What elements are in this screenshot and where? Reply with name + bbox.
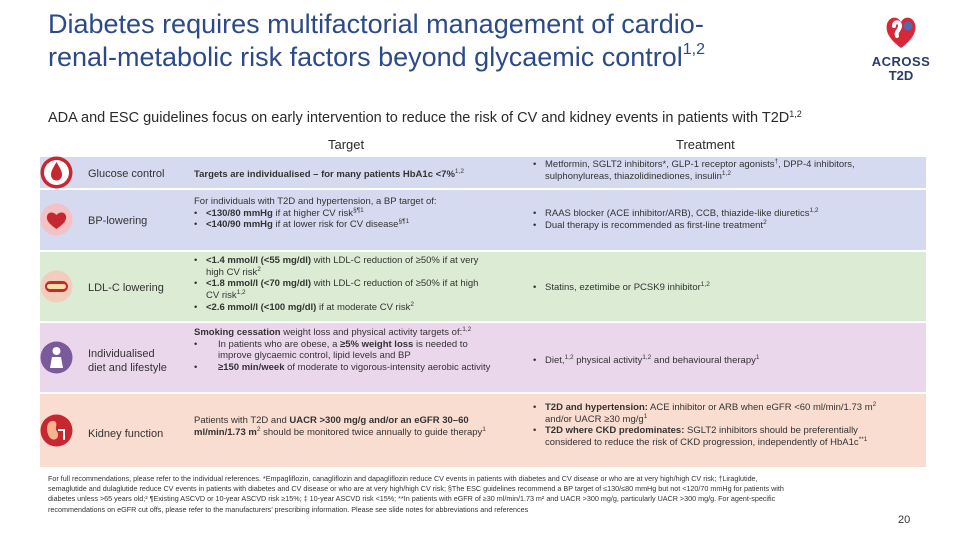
intro-reference: 1,2 (789, 109, 802, 119)
table-row (40, 190, 926, 250)
row-label: Glucose control (88, 168, 165, 180)
heart-icon (40, 203, 73, 236)
list-item: • <1.4 mmol/l (<55 mg/dl) with LDL-C reduction of ≥50% if at very high CV risk$^2$ (194, 255, 494, 278)
list-item: • <1.8 mmol/l (<70 mg/dl) with LDL-C reduction of ≥50% if at high CV risk$^{1,2}$ (194, 278, 494, 301)
slide-title (48, 8, 848, 74)
list-item: • Metformin, SGLT2 inhibitors*, GLP-1 receptor agonists†, DPP-4 inhibitors, sulphonylureas, thiazolidinediones, insulin$^{1,2}$ (533, 159, 888, 182)
target-cell: Patients with T2D and UACR >300 mg/g and/or an eGFR 30–60 ml/min/1.73 $m^2$ should be monitored twice annually to guide therapy$^1$ (194, 415, 486, 438)
intro-text: ADA and ESC guidelines focus on early intervention to reduce the risk of CV and kidney events in patients with $T2D^{1,2}$ (48, 109, 802, 126)
treatment-cell (533, 282, 888, 294)
table-row (40, 157, 926, 188)
list-item: • <140/90 mmHg if at lower risk for CV disease$^{\S\P 1}$ (194, 219, 494, 231)
target-cell: Smoking cessation weight loss and physical activity targets of:$^{1,2}$ • In patients who are obese, a ≥5% weight loss is needed to improve glycaemic control, lipid levels and BP • ≥150 min/week of moderate to vigorous-intensity aerobic activity (194, 327, 494, 374)
person-icon (40, 341, 73, 374)
treatment-cell (533, 402, 888, 449)
treatment-cell (533, 208, 888, 231)
table-row (40, 394, 926, 467)
logo-text-t2d: T2D (888, 68, 914, 83)
across-t2d-logo (862, 12, 940, 84)
list-item: • T2D where CKD predominates: SGLT2 inhibitors should be preferentially considered to reduce the risk of CKD progression, independently of $HbA1c^{**1}$ (533, 425, 888, 448)
column-header-target: Target (328, 137, 365, 152)
logo-heart-kidney-icon (884, 12, 918, 52)
footnote: For full recommendations, please refer to the individual references. *Empagliflozin, canagliflozin and dapagliflozin reduce CV events in patients with diabetes and CV disease or who are at very high/high CV risk; †Liraglutide, semaglutide and dulaglutide reduce CV events in patients with diabetes and CV disease or who are at very high/high CV risk; §The ESC guidelines recommend a BP target of ≤130/≤80 mmHg but not <120/70 mmHg for patients with diabetes unless >65 years old;² ¶Existing ASCVD or 10-year ASCVD risk ≥15%; ‡ 10-year ASCVD risk <15%; **In patients with eGFR of ≥30 ml/min/1.73 m² and UACR >300 mg/g, particularly UACR >300 mg/g. For agent-specific recommendations on eGFR cut offs, please refer to the manufacturers’ prescribing information. Please see slide notes for abbreviations and references (48, 474, 784, 514)
row-label: LDL-C lowering (88, 282, 164, 294)
list-item: • RAAS blocker (ACE inhibitor/ARB), CCB, thiazide-like diuretics$^{1,2}$ (533, 208, 888, 220)
table-row (40, 323, 926, 392)
table-row (40, 252, 926, 321)
row-label: BP-lowering (88, 215, 148, 227)
row-label: Individualised diet and lifestyle (88, 348, 167, 374)
list-item: • <2.6 mmol/l (<100 mg/dl) if at moderate CV risk$^2$ (194, 302, 494, 314)
treatment-cell (533, 355, 888, 367)
lipid-icon (40, 270, 73, 303)
target-cell (194, 255, 494, 314)
list-item: • ≥150 min/week of moderate to vigorous-intensity aerobic activity (194, 362, 494, 374)
list-item: • T2D and hypertension: ACE inhibitor or ARB when eGFR <60 ml/min/1.73 $m^2$ and/or UACR ≥30 $mg/g^1$ (533, 402, 888, 425)
page-number: 20 (898, 514, 911, 526)
column-header-treatment: Treatment (676, 137, 735, 152)
list-item: • <130/80 mmHg if at higher CV risk$^{\S\P 1}$ (194, 208, 494, 220)
treatment-cell (533, 159, 888, 182)
logo-text-across: ACROSS (871, 54, 931, 69)
list-item: • Statins, ezetimibe or PCSK9 inhibitor$^{1,2}$ (533, 282, 888, 294)
title-line-2: renal-metabolic risk factors beyond glycaemic control (48, 42, 683, 72)
list-item: • Diet,$^{1,2}$ physical activity$^{1,2}$ and behavioural therapy$^1$ (533, 355, 888, 367)
target-cell: For individuals with T2D and hypertension, a BP target of: • <130/80 mmHg if at higher CV risk$^{\S\P 1}$ • <140/90 mmHg if at lower risk for CV disease$^{\S\P 1}$ (194, 196, 494, 231)
list-item: • Dual therapy is recommended as first-line treatment$^2$ (533, 220, 888, 232)
title-line-1: Diabetes requires multifactorial management of cardio- (48, 9, 704, 39)
blood-drop-icon (40, 156, 73, 189)
kidney-icon (40, 414, 73, 447)
title-reference: 1,2 (682, 41, 706, 58)
list-item: • In patients who are obese, a ≥5% weight loss is needed to improve glycaemic control, lipid levels and BP (194, 339, 494, 362)
row-label: Kidney function (88, 428, 164, 440)
target-cell: Targets are individualised – for many patients HbA1c <7%$^{1,2}$ (194, 168, 464, 180)
